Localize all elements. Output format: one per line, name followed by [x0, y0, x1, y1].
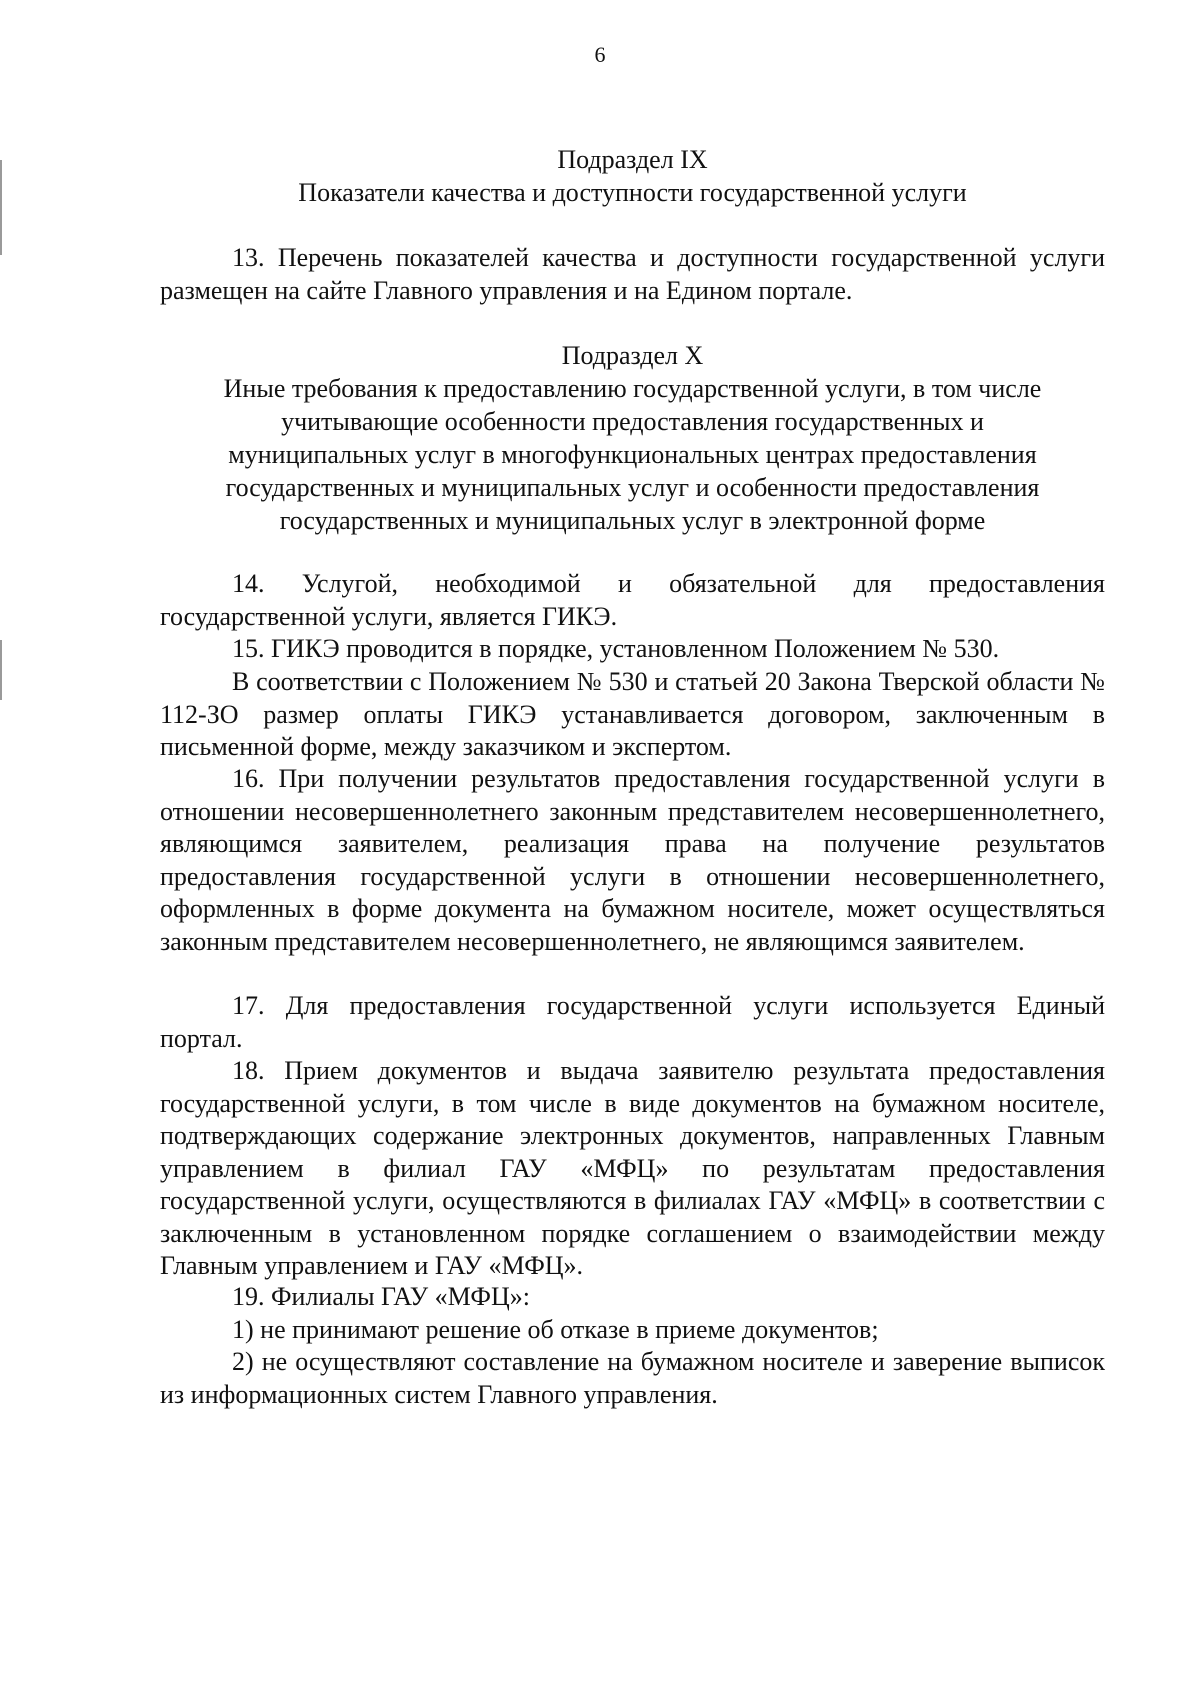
subsection-ix-label: Подраздел IX	[557, 145, 708, 174]
subsection-x-heading	[160, 339, 1105, 537]
page-number: 6	[594, 42, 606, 67]
subsection-x-title-line: Иные требования к предоставлению государственной услуги, в том числе	[223, 374, 1042, 403]
paragraph-18: 18. Прием документов и выдача заявителю результата предоставления государственной услуги, в том числе в виде документов на бумажном носителе, подтверждающих содержание электронных документов, направленных Главным управлением в филиал ГАУ «МФЦ» по результатам предоставления государственной услуги, осуществляются в филиалах ГАУ «МФЦ» в соответствии с заключенным в установленном порядке соглашением о взаимодействии между Главным управлением и ГАУ «МФЦ».	[160, 1056, 1105, 1280]
subsection-x-title-line: муниципальных услуг в многофункциональных центрах предоставления	[228, 440, 1037, 469]
paragraph-13: 13. Перечень показателей качества и доступности государственной услуги размещен на сайте Главного управления и на Едином портале.	[160, 243, 1105, 305]
paragraph-14: 14. Услугой, необходимой и обязательной для предоставления государственной услуги, является ГИКЭ.	[160, 569, 1105, 631]
scan-edge-mark	[0, 640, 2, 700]
subsection-x-title-line: государственных и муниципальных услуг в электронной форме	[279, 506, 986, 535]
paragraph-17: 17. Для предоставления государственной услуги используется Единый портал.	[160, 991, 1105, 1053]
paragraph-16: 16. При получении результатов предоставления государственной услуги в отношении несовершеннолетнего законным представителем несовершеннолетнего, являющимся заявителем, реализация права на получение результатов предоставления государственной услуги в отношении несовершеннолетнего, оформленных в форме документа на бумажном носителе, может осуществляться законным представителем несовершеннолетнего, не являющимся заявителем.	[160, 764, 1105, 956]
paragraph-19-item-1: 1) не принимают решение об отказе в приеме документов;	[232, 1315, 879, 1344]
subsection-ix-heading	[160, 143, 1105, 209]
paragraph-19: 19. Филиалы ГАУ «МФЦ»:	[232, 1282, 530, 1311]
scan-edge-mark	[0, 160, 2, 255]
paragraph-19-item-2: 2) не осуществляют составление на бумажном носителе и заверение выписок из информационных систем Главного управления.	[160, 1347, 1105, 1409]
subsection-x-label: Подраздел X	[561, 341, 704, 370]
paragraph-15-continued: В соответствии с Положением № 530 и статьей 20 Закона Тверской области № 112-ЗО размер оплаты ГИКЭ устанавливается договором, заключенным в письменной форме, между заказчиком и экспертом.	[160, 667, 1105, 761]
subsection-x-title-line: учитывающие особенности предоставления государственных и	[281, 407, 984, 436]
subsection-ix-title: Показатели качества и доступности государственной услуги	[298, 178, 967, 207]
paragraph-15: 15. ГИКЭ проводится в порядке, установленном Положением № 530.	[232, 634, 1000, 663]
subsection-x-title-line: государственных и муниципальных услуг и особенности предоставления	[225, 473, 1040, 502]
